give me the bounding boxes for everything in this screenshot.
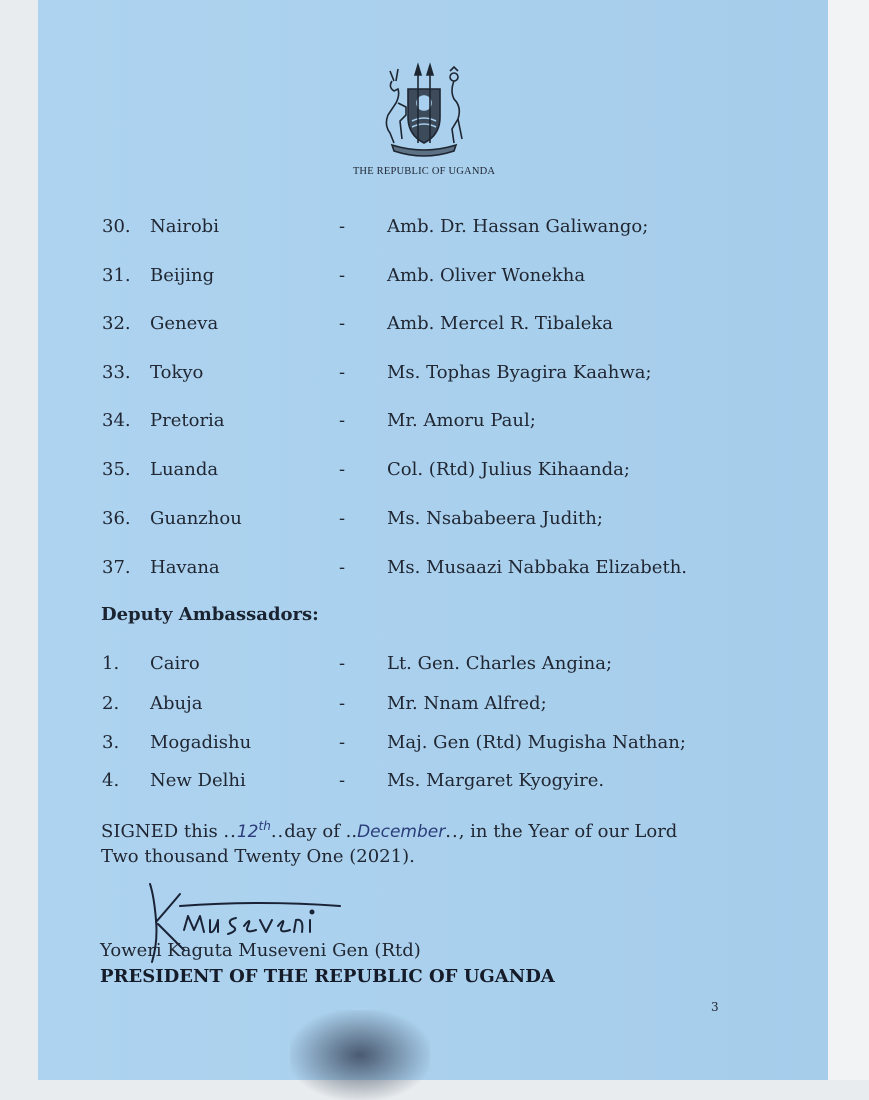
item-number: 1. (102, 653, 120, 674)
list-item (0, 508, 869, 532)
item-city: Abuja (150, 693, 203, 714)
item-city: Tokyo (150, 362, 204, 383)
page-number: 3 (711, 1000, 719, 1014)
list-item (0, 410, 869, 434)
item-dash: - (339, 410, 346, 431)
item-dash: - (339, 313, 346, 334)
list-item (0, 693, 869, 717)
list-item (0, 459, 869, 483)
signed-middle: day of .. (284, 821, 358, 842)
item-name: Amb. Oliver Wonekha (387, 265, 586, 286)
signed-prefix: SIGNED this (101, 821, 224, 842)
list-item (0, 557, 869, 581)
item-name: Maj. Gen (Rtd) Mugisha Nathan; (387, 732, 686, 753)
item-number: 31. (102, 265, 131, 286)
signatory-name: Yoweri Kaguta Museveni Gen (Rtd) (100, 940, 421, 961)
handwritten-day-suffix: th (258, 819, 271, 833)
item-name: Ms. Nsababeera Judith; (387, 508, 603, 529)
item-dash: - (339, 557, 346, 578)
list-item (0, 313, 869, 337)
item-city: Geneva (150, 313, 219, 334)
coat-of-arms-icon (368, 55, 480, 167)
item-number: 34. (102, 410, 131, 431)
page-edge (828, 0, 869, 1080)
thumb-shadow (290, 1010, 430, 1100)
item-city: Nairobi (150, 216, 219, 237)
handwritten-day: 12 (236, 822, 259, 842)
list-item (0, 770, 869, 794)
item-dash: - (339, 265, 346, 286)
item-name: Col. (Rtd) Julius Kihaanda; (387, 459, 630, 480)
item-city: Guanzhou (150, 508, 242, 529)
signatory-title: PRESIDENT OF THE REPUBLIC OF UGANDA (100, 966, 555, 987)
item-name: Lt. Gen. Charles Angina; (387, 653, 613, 674)
item-number: 37. (102, 557, 131, 578)
dots: .. (445, 821, 459, 842)
handwritten-month: December (357, 822, 446, 842)
item-dash: - (339, 770, 346, 791)
item-city: Pretoria (150, 410, 225, 431)
list-item (0, 653, 869, 677)
item-number: 33. (102, 362, 131, 383)
signed-year-line: Two thousand Twenty One (2021). (101, 846, 415, 867)
dots: .. (270, 821, 285, 842)
item-number: 30. (102, 216, 131, 237)
item-name: Ms. Margaret Kyogyire. (387, 770, 605, 791)
list-item (0, 732, 869, 756)
item-number: 2. (102, 693, 120, 714)
section-heading: Deputy Ambassadors: (101, 604, 319, 625)
item-city: Luanda (150, 459, 219, 480)
item-number: 3. (102, 732, 120, 753)
item-city: Cairo (150, 653, 200, 674)
item-dash: - (339, 693, 346, 714)
item-number: 4. (102, 770, 120, 791)
item-dash: - (339, 653, 346, 674)
item-dash: - (339, 459, 346, 480)
list-item (0, 216, 869, 240)
item-city: Havana (150, 557, 220, 578)
item-city: Mogadishu (150, 732, 252, 753)
dots: .. (223, 821, 237, 842)
signed-line (101, 819, 677, 842)
item-number: 35. (102, 459, 131, 480)
item-number: 36. (102, 508, 131, 529)
item-city: New Delhi (150, 770, 246, 791)
item-name: Amb. Dr. Hassan Galiwango; (387, 216, 649, 237)
item-city: Beijing (150, 265, 215, 286)
list-item (0, 265, 869, 289)
item-name: Ms. Musaazi Nabbaka Elizabeth. (387, 557, 688, 578)
item-dash: - (339, 216, 346, 237)
item-name: Amb. Mercel R. Tibaleka (387, 313, 613, 334)
item-dash: - (339, 362, 346, 383)
item-name: Ms. Tophas Byagira Kaahwa; (387, 362, 652, 383)
item-name: Mr. Amoru Paul; (387, 410, 536, 431)
crest-caption: THE REPUBLIC OF UGANDA (352, 166, 496, 177)
signed-suffix: , in the Year of our Lord (458, 821, 678, 842)
item-name: Mr. Nnam Alfred; (387, 693, 547, 714)
item-number: 32. (102, 313, 131, 334)
item-dash: - (339, 732, 346, 753)
list-item (0, 362, 869, 386)
item-dash: - (339, 508, 346, 529)
